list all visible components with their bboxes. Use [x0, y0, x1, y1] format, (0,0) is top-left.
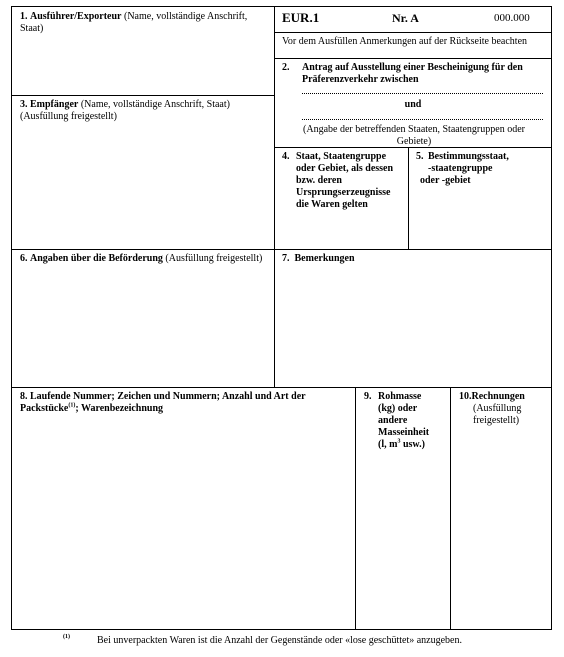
- box5-title-line1: Bestimmungsstaat,: [428, 151, 509, 162]
- box3-title: Empfänger: [30, 99, 79, 110]
- box5-title-line2: -staatengruppe: [428, 163, 493, 174]
- divider-box1-box3: [11, 95, 274, 96]
- box2-num: 2.: [282, 62, 290, 73]
- box8-title-b: ; Warenbezeichnung: [75, 403, 164, 414]
- box10-num: 10.: [459, 391, 472, 402]
- box6-num: 6.: [20, 253, 28, 264]
- box4-title: Staat, Staatengruppe oder Gebiet, als dessen bzw. deren Ursprungserzeugnisse die Waren gelten: [296, 151, 394, 210]
- box2-dotted-line-1: [302, 93, 543, 94]
- box9-line5a: (l, m: [378, 439, 398, 450]
- divider-left-right: [274, 6, 275, 388]
- box7-num: 7.: [282, 253, 290, 264]
- box1-num: 1.: [20, 11, 28, 22]
- box6-label: [20, 253, 268, 265]
- divider-box4-box5: [408, 147, 409, 250]
- box10-note: (Ausfüllung freigestellt): [473, 403, 522, 426]
- box3-note: (Name, vollständige Anschrift, Staat): [80, 99, 230, 110]
- box1-label: [20, 11, 270, 35]
- form-code: EUR.1: [282, 10, 320, 25]
- box9-line2: (kg) oder: [378, 403, 418, 414]
- divider-note-box2: [274, 58, 552, 59]
- box2-dotted-line-2: [302, 119, 543, 120]
- box6-note: (Ausfüllung freigestellt): [165, 253, 263, 264]
- box9-line5b: usw.): [400, 439, 425, 450]
- divider-box8-box9: [355, 387, 356, 630]
- box9-line4: Masseinheit: [378, 427, 430, 438]
- box5-num: 5.: [416, 151, 424, 162]
- box9-line5-sup: 3: [397, 438, 401, 445]
- box2-title: Antrag auf Ausstellung einer Bescheinigung für den Präferenzverkehr zwischen: [302, 62, 523, 85]
- box3-label: [20, 99, 272, 111]
- box9-line3: andere: [378, 415, 408, 426]
- box9-line5: [378, 439, 425, 451]
- box10-title: Rechnungen: [471, 391, 525, 402]
- box10-label: [459, 391, 525, 403]
- box7-title: Bemerkungen: [294, 253, 355, 264]
- box5-title-line3: oder -gebiet: [420, 175, 471, 186]
- divider-row3: [11, 387, 552, 388]
- box3-num: 3.: [20, 99, 28, 110]
- box8-label: [20, 391, 340, 415]
- footnote-text: Bei unverpackten Waren ist die Anzahl der Gegenstände oder «lose geschüttet» anzugeben.: [97, 635, 462, 646]
- box2-note: (Angabe der betreffenden Staaten, Staatengruppen oder Gebiete): [303, 124, 525, 147]
- form-back-note: Vor dem Ausfüllen Anmerkungen auf der Rückseite beachten: [282, 36, 528, 47]
- box8-title-a: Laufende Nummer; Zeichen und Nummern; Anzahl und Art der Packstücke: [20, 391, 306, 414]
- form-number: 000.000: [494, 12, 530, 24]
- box6-title: Angaben über die Beförderung: [30, 253, 163, 264]
- box4-num: 4.: [282, 151, 290, 162]
- box1-note: (Name, vollständige Anschrift, Staat): [20, 11, 248, 34]
- divider-box9-box10: [450, 387, 451, 630]
- box2-und: und: [404, 99, 422, 110]
- box8-num: 8.: [20, 391, 28, 402]
- box9-line1: Rohmasse: [378, 391, 422, 402]
- footnote-mark: (1): [63, 634, 70, 640]
- box8-footnote-ref: (1): [68, 402, 76, 409]
- box1-title: Ausführer/Exporteur: [30, 11, 122, 22]
- divider-row2: [11, 249, 552, 250]
- box7-label: [282, 253, 355, 265]
- form-nr-label: Nr. A: [392, 11, 419, 25]
- divider-eur-header: [274, 32, 552, 33]
- box3-note2: (Ausfüllung freigestellt): [20, 111, 117, 122]
- box9-num: 9.: [364, 391, 372, 402]
